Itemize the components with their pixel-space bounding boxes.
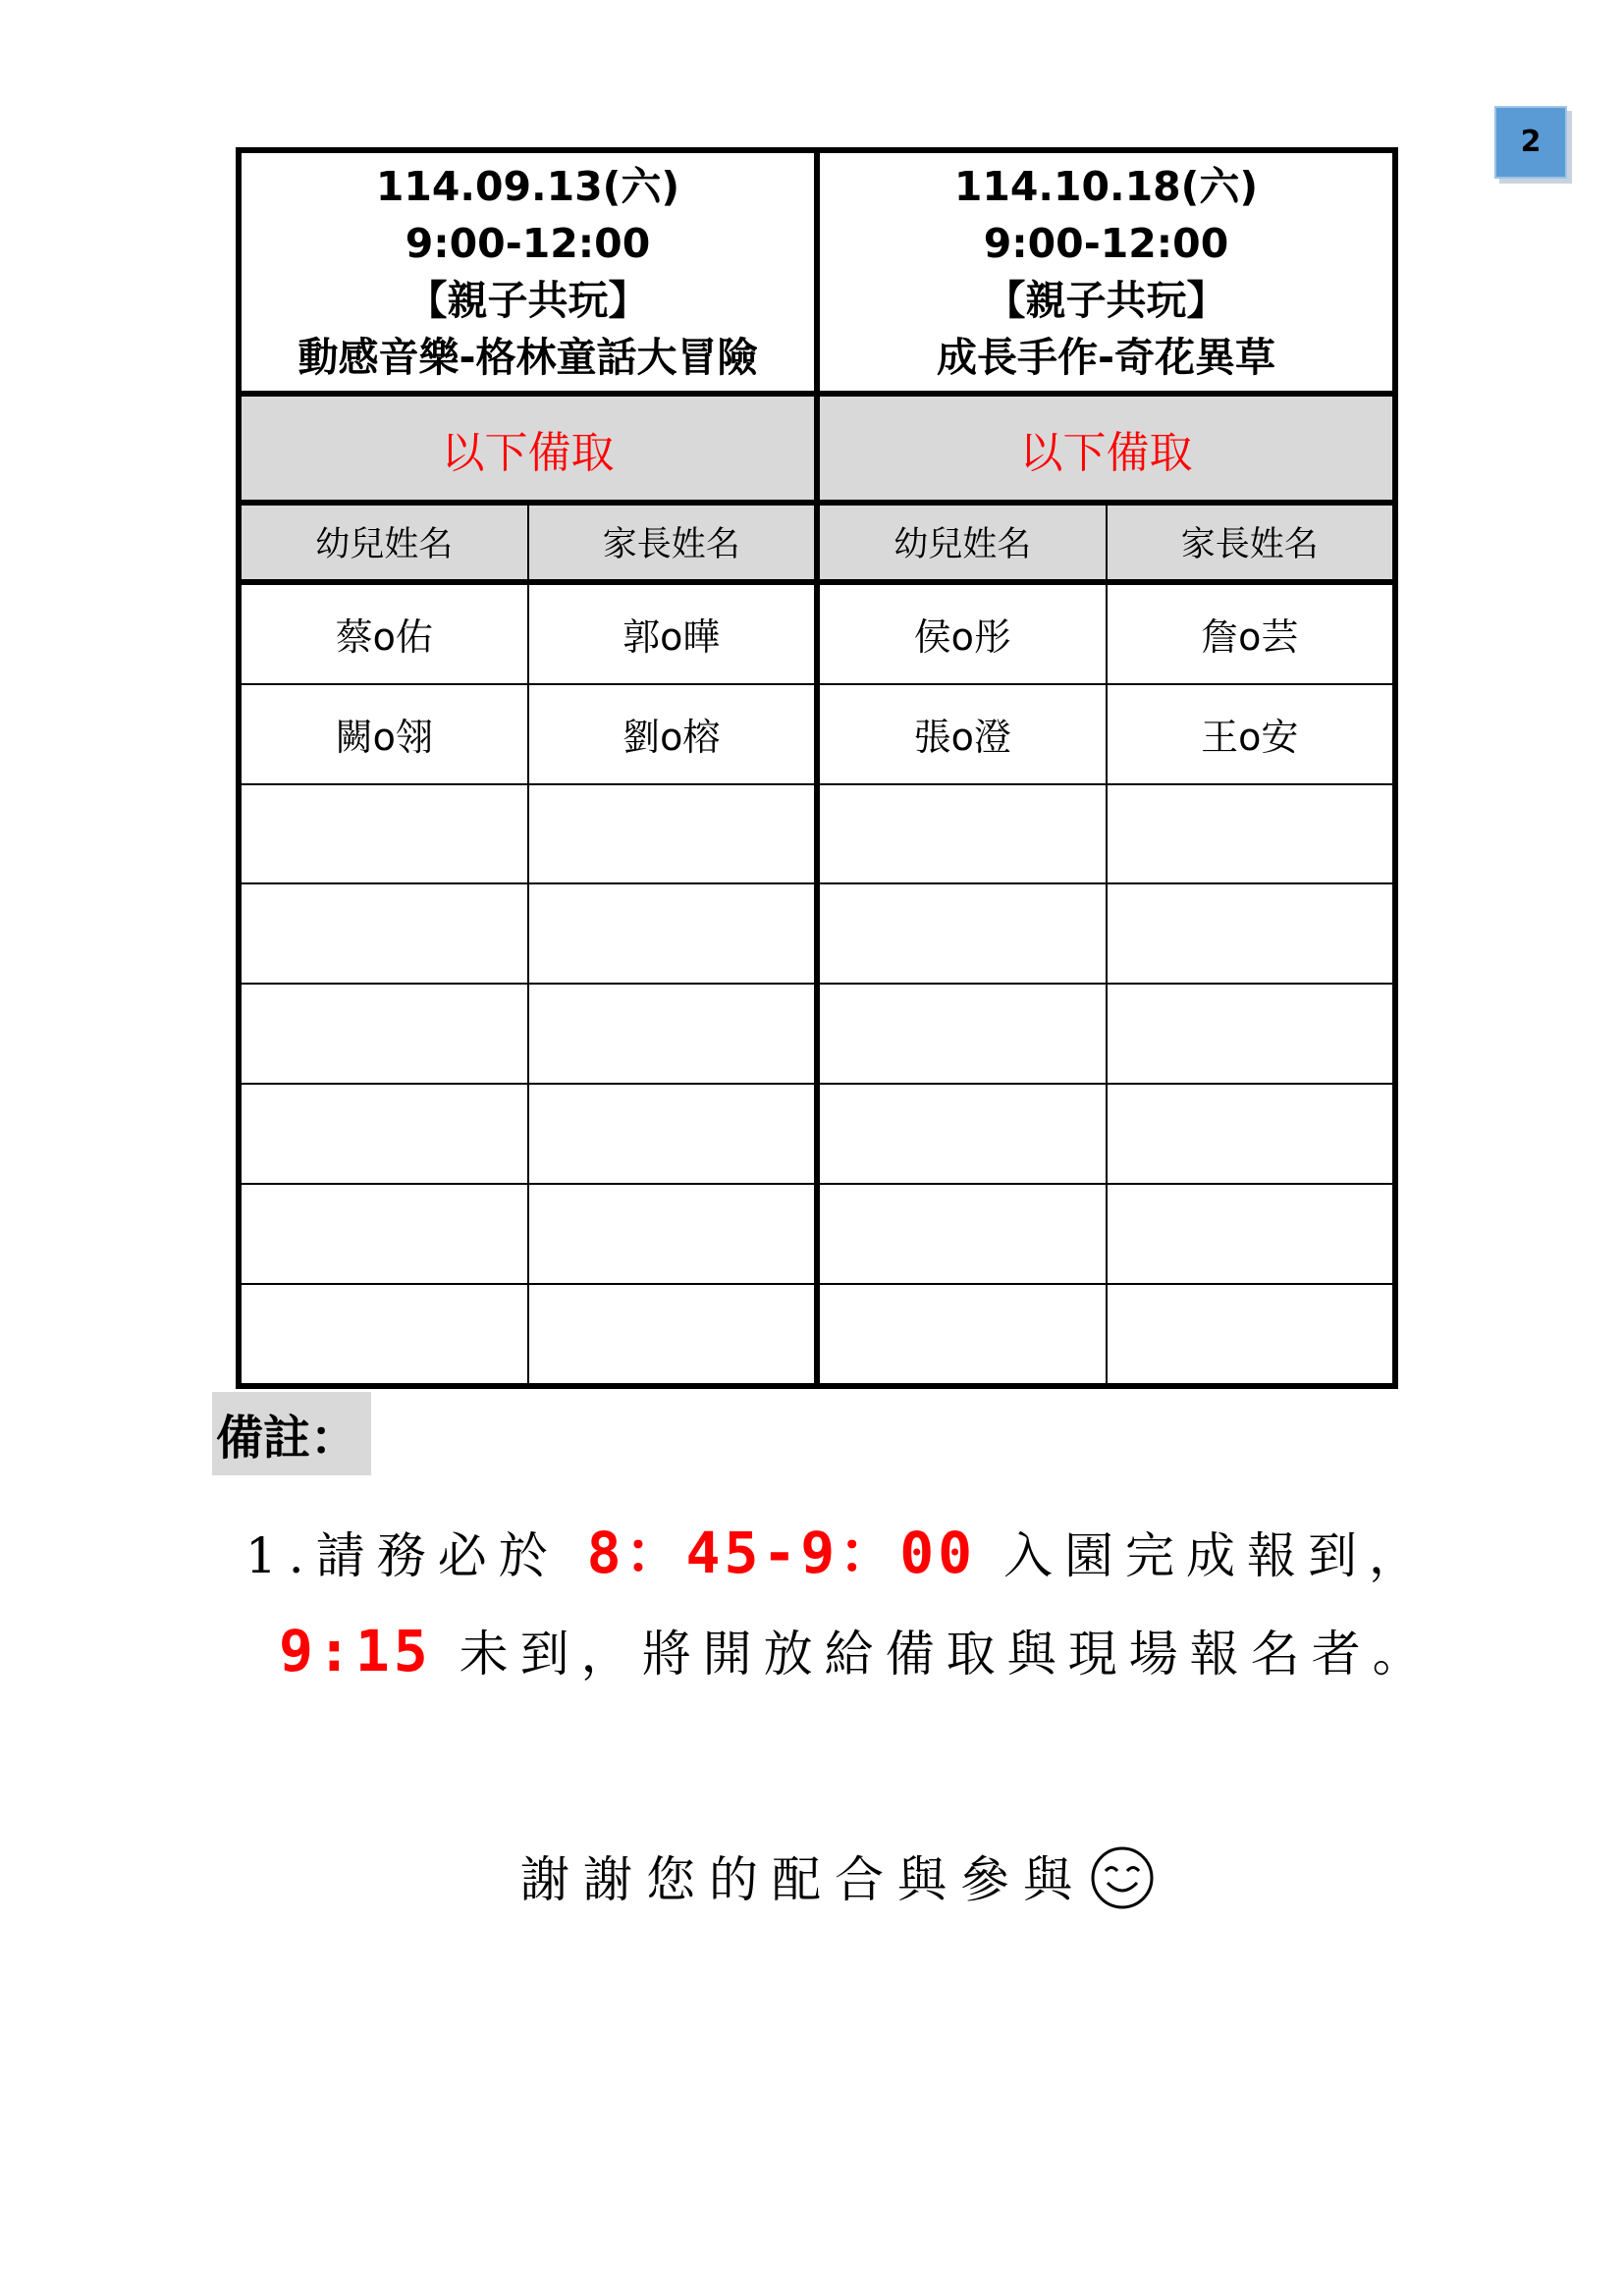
session-1-category: 【親子共玩】 <box>406 277 649 325</box>
session-1-child-name <box>239 883 528 984</box>
session-1-child-header: 幼兒姓名 <box>239 503 528 582</box>
session-1-child-name <box>239 984 528 1084</box>
session-2-parent-name <box>1107 1084 1396 1184</box>
remark-line-1-prefix: 1.請務必於 <box>245 1527 560 1584</box>
session-2-category: 【親子共玩】 <box>985 277 1227 325</box>
session-1-child-name <box>239 1284 528 1386</box>
session-1-parent-name: 劉o榕 <box>528 684 818 784</box>
session-2-child-name <box>817 984 1107 1084</box>
closing-message: 謝謝您的配合與參與 <box>520 1851 1086 1908</box>
column-header-row <box>239 503 1395 582</box>
session-1-header <box>239 150 817 394</box>
remark-line-1-suffix: 入園完成報到， <box>1002 1527 1430 1584</box>
session-2-parent-name <box>1107 984 1396 1084</box>
table-row <box>239 582 1395 684</box>
session-2-child-name <box>817 784 1107 884</box>
session-2-child-name <box>817 1284 1107 1386</box>
session-1-parent-name: 郭o曄 <box>528 582 818 684</box>
table-row <box>239 684 1395 784</box>
session-1-parent-name <box>528 1084 818 1184</box>
remark-line-2 <box>279 1615 1434 1685</box>
session-2-parent-name <box>1107 784 1396 884</box>
table-row <box>239 784 1395 884</box>
smiley-face-icon <box>1090 1845 1155 1910</box>
table-row <box>239 1184 1395 1284</box>
waitlist-label-row <box>239 394 1395 503</box>
session-2-parent-name <box>1107 883 1396 984</box>
session-2-parent-name: 王o安 <box>1107 684 1396 784</box>
table-row <box>239 984 1395 1084</box>
table-row <box>239 883 1395 984</box>
cutoff-time: 9:15 <box>279 1618 432 1684</box>
remarks-label: 備註： <box>212 1392 371 1475</box>
session-2-title: 成長手作-奇花異草 <box>936 334 1276 382</box>
session-2-child-name <box>817 883 1107 984</box>
remark-line-1 <box>245 1507 1430 1589</box>
session-2-parent-name <box>1107 1184 1396 1284</box>
session-1-parent-name <box>528 984 818 1084</box>
session-2-child-name: 張o澄 <box>817 684 1107 784</box>
session-1-child-name: 蔡o佑 <box>239 582 528 684</box>
session-2-parent-header: 家長姓名 <box>1107 503 1396 582</box>
session-2-waitlist-label: 以下備取 <box>817 394 1395 503</box>
session-1-waitlist-label: 以下備取 <box>239 394 817 503</box>
check-in-time: 8：45-9：00 <box>586 1520 977 1586</box>
session-2-header <box>817 150 1395 394</box>
session-2-parent-name: 詹o芸 <box>1107 582 1396 684</box>
table-row <box>239 1084 1395 1184</box>
session-1-child-name <box>239 784 528 884</box>
session-1-parent-name <box>528 1284 818 1386</box>
table-row <box>239 1284 1395 1386</box>
session-2-time: 9:00-12:00 <box>983 220 1229 268</box>
session-1-parent-name <box>528 1184 818 1284</box>
session-1-title: 動感音樂-格林童話大冒險 <box>298 334 758 382</box>
session-1-date: 114.09.13(六) <box>375 163 680 211</box>
session-2-parent-name <box>1107 1284 1396 1386</box>
session-2-child-header: 幼兒姓名 <box>817 503 1107 582</box>
page-number-badge: 2 <box>1494 106 1567 179</box>
session-header-row <box>239 150 1395 394</box>
session-1-child-name <box>239 1184 528 1284</box>
session-2-date: 114.10.18(六) <box>953 163 1259 211</box>
session-2-child-name: 侯o彤 <box>817 582 1107 684</box>
session-1-time: 9:00-12:00 <box>405 220 651 268</box>
session-1-parent-name <box>528 784 818 884</box>
session-1-child-name: 闕o翎 <box>239 684 528 784</box>
session-2-child-name <box>817 1184 1107 1284</box>
session-1-child-name <box>239 1084 528 1184</box>
remark-line-2-suffix: 未到，將開放給備取與現場報名者。 <box>459 1626 1434 1682</box>
session-2-child-name <box>817 1084 1107 1184</box>
waitlist-table <box>236 147 1398 1389</box>
session-1-parent-header: 家長姓名 <box>528 503 818 582</box>
session-1-parent-name <box>528 883 818 984</box>
